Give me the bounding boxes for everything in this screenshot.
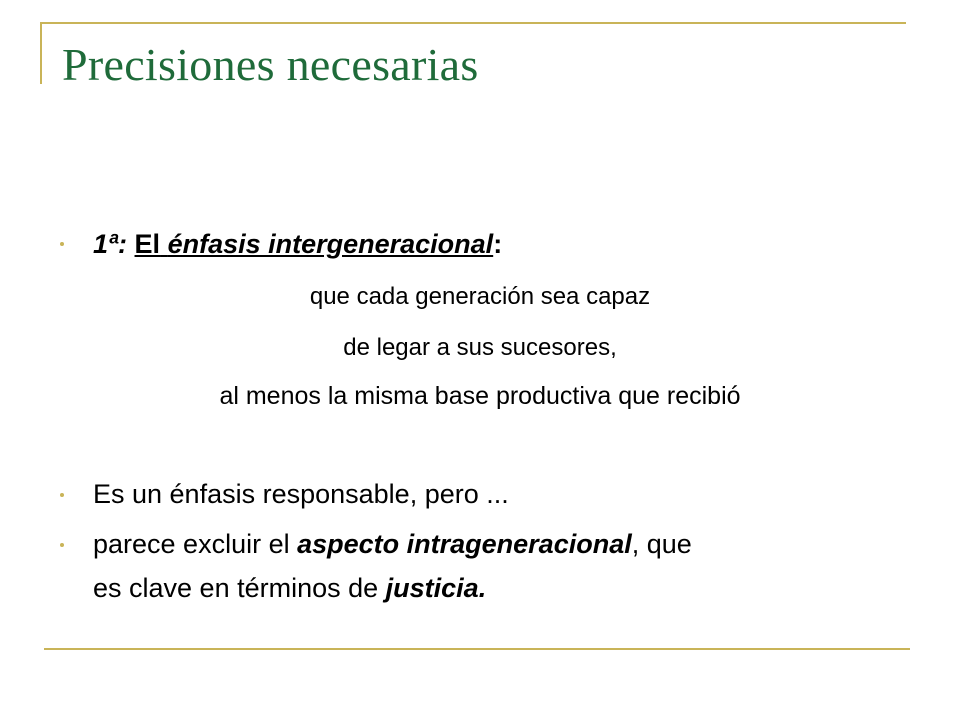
key-term-justicia: justicia. [385, 573, 487, 603]
bullet-dot-icon [60, 493, 64, 497]
center-line-3: al menos la misma base productiva que recibió [219, 382, 741, 410]
key-term: aspecto intrageneracional [297, 529, 632, 559]
center-line-2: de legar a sus sucesores, [343, 334, 617, 361]
bullet-dot-icon [60, 242, 64, 246]
term-colon: : [493, 229, 503, 259]
bullet-text: Es un énfasis responsable, pero ... [93, 479, 509, 509]
top-rule [40, 22, 906, 24]
bottom-rule [44, 648, 910, 650]
center-line-1: que cada generación sea capaz [309, 283, 651, 310]
bullet-text [93, 522, 692, 610]
text-part: parece excluir el [93, 529, 298, 559]
left-rule [40, 22, 42, 84]
text-part: es clave en términos de [93, 573, 386, 603]
ordinal: 1ª [93, 229, 119, 259]
article: El [134, 229, 161, 259]
key-term: énfasis intergeneracional [167, 229, 494, 259]
spacer [127, 229, 135, 259]
bullet-text [93, 228, 502, 260]
ordinal-colon: : [118, 229, 128, 259]
text-part: , que [631, 529, 692, 559]
slide-title: Precisiones necesarias [62, 39, 479, 90]
bullet-dot-icon [60, 543, 64, 547]
spacer [160, 229, 168, 259]
